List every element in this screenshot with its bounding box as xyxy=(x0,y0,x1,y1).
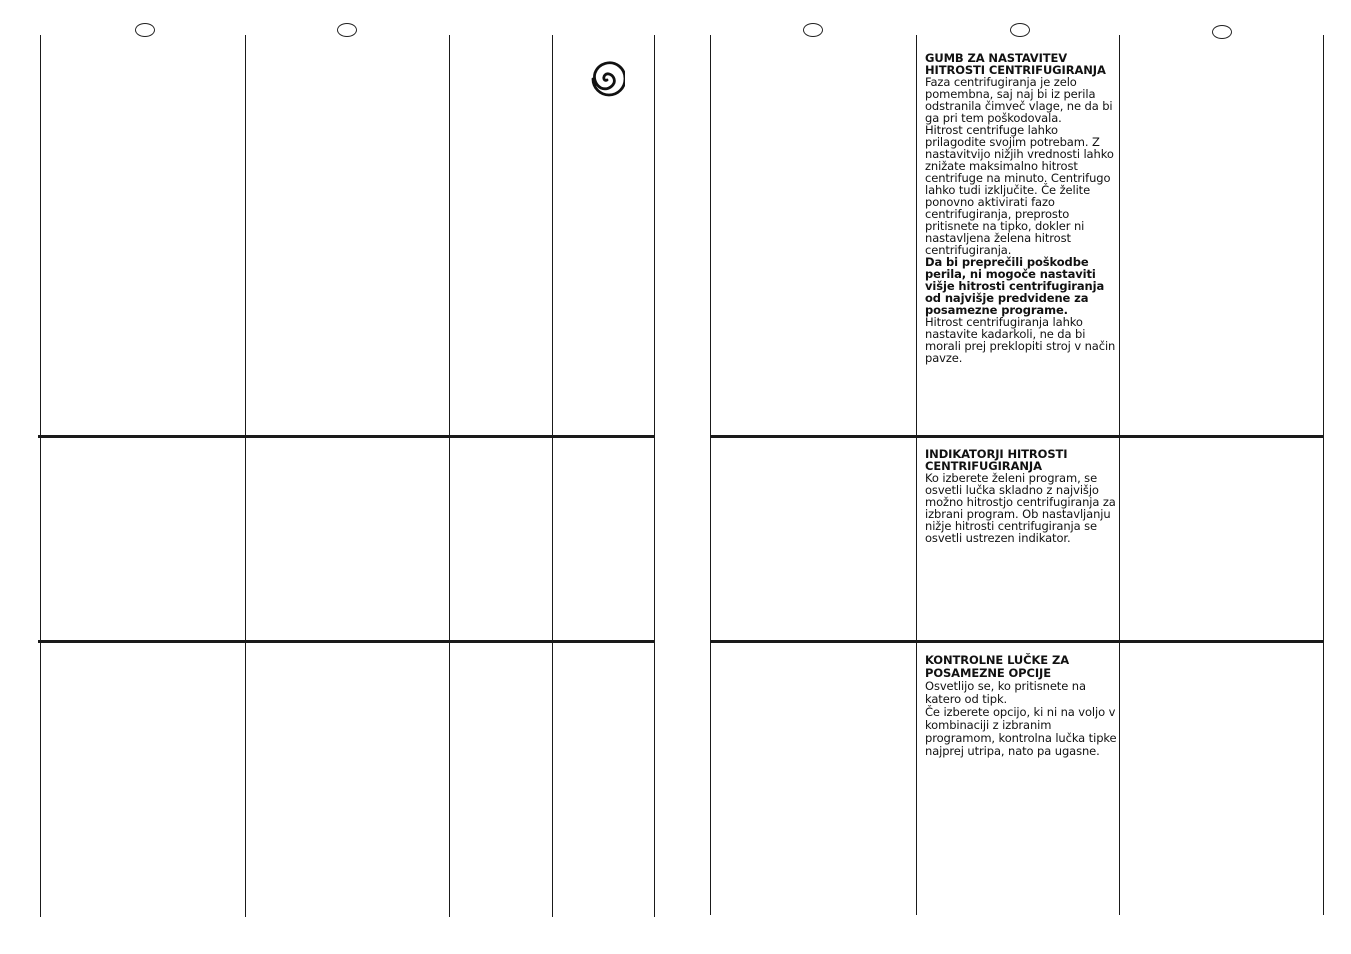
right-row-divider-2 xyxy=(710,640,1324,643)
right-col-line-2 xyxy=(916,35,917,915)
option-lights-para-2: Če izberete opcijo, ki ni na voljo v kombinaciji z izbranim programom, kontrolna lučka tipke najprej utripa, nato pa ugasne. xyxy=(925,705,1117,758)
left-col-line-5 xyxy=(654,35,655,917)
left-col-line-1 xyxy=(40,35,41,917)
spin-speed-para-3: Hitrost centrifugiranja lahko nastavite kadarkoli, ne da bi morali prej preklopiti stroj v način pavze. xyxy=(925,315,1116,365)
spin-indicators-para-1: Ko izberete želeni program, se osvetli lučka skladno z najvišjo možno hitrostjo centrifugiranja za izbrani program. Ob nastavljanju nižje hitrosti centrifugiranja se osvetli ustrezen indikator. xyxy=(925,471,1116,545)
language-oval-1 xyxy=(135,23,155,37)
language-oval-4 xyxy=(1010,23,1030,37)
right-col-line-1 xyxy=(710,35,711,915)
option-lights-para-1: Osvetlijo se, ko pritisnete na katero od tipk. xyxy=(925,679,1086,706)
left-col-line-3 xyxy=(449,35,450,917)
spin-spiral-icon xyxy=(589,60,625,98)
left-row-divider-1 xyxy=(38,435,655,438)
left-row-divider-2 xyxy=(38,640,655,643)
language-oval-2 xyxy=(337,23,357,37)
spin-speed-para-1: Faza centrifugiranja je zelo pomembna, saj naj bi iz perila odstranila čimveč vlage, ne da bi ga pri tem poškodovala. xyxy=(925,75,1113,125)
spin-indicators-title: INDIKATORJI HITROSTI CENTRIFUGIRANJA xyxy=(925,447,1068,473)
spin-speed-section xyxy=(925,52,1117,364)
language-oval-3 xyxy=(803,23,823,37)
right-col-line-3 xyxy=(1119,35,1120,915)
language-oval-5 xyxy=(1212,25,1232,39)
spin-speed-para-2: Hitrost centrifuge lahko prilagodite svojim potrebam. Z nastavitvijo nižjih vrednosti lahko znižate maksimalno hitrost centrifuge na minuto. Centrifugo lahko tudi izključite. Če želite ponovno aktivirati fazo centrifugiranja, preprosto pritisnete na tipko, dokler ni nastavljena želena hitrost centrifugiranja. xyxy=(925,123,1114,257)
spin-speed-title: GUMB ZA NASTAVITEV HITROSTI CENTRIFUGIRANJA xyxy=(925,51,1106,77)
spin-speed-warning: Da bi preprečili poškodbe perila, ni mogoče nastaviti višje hitrosti centrifugiranja od najvišje predvidene za posamezne programe. xyxy=(925,255,1105,317)
left-col-line-2 xyxy=(245,35,246,917)
spin-indicators-section xyxy=(925,448,1117,544)
option-lights-section xyxy=(925,654,1117,758)
option-lights-title: KONTROLNE LUČKE ZA POSAMEZNE OPCIJE xyxy=(925,653,1069,680)
left-col-line-4 xyxy=(552,35,553,917)
right-row-divider-1 xyxy=(710,435,1324,438)
right-col-line-4 xyxy=(1323,35,1324,915)
